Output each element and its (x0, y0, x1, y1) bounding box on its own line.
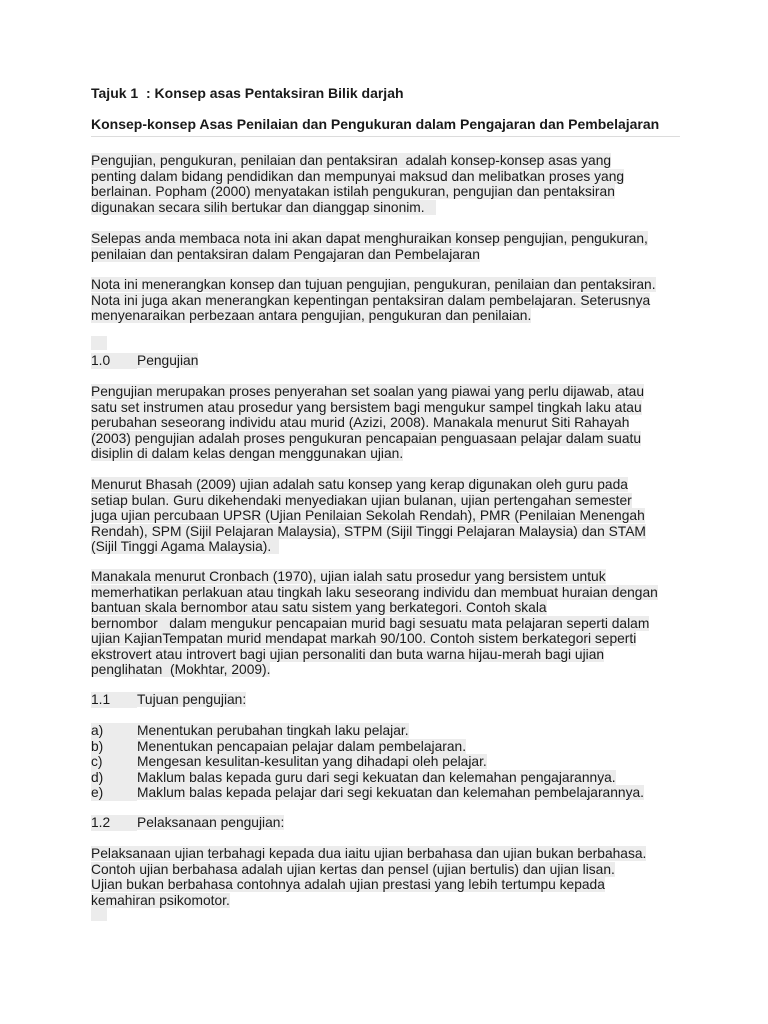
list-item: a) Menentukan perubahan tingkah laku pelajar. (91, 723, 409, 738)
document-subtitle: Konsep-konsep Asas Penilaian dan Pengukuran dalam Pengajaran dan Pembelajaran (91, 115, 680, 137)
list-item: c) Mengesan kesulitan-kesulitan yang dihadapi oleh pelajar. (91, 754, 487, 769)
text-line: penilaian dan pentaksiran dalam Pengajaran dan Pembelajaran (91, 246, 480, 262)
text-line: Menurut Bhasah (2009) ujian adalah satu konsep yang kerap digunakan oleh guru pada (91, 477, 628, 492)
text-line: (2003) pengujian adalah proses pengukuran pencapaian penguasaan pelajar dalam suatu (91, 430, 641, 446)
section-heading-1-0 (91, 353, 691, 369)
text-line: perubahan seseorang individu atau murid (Azizi, 2008). Manakala menurut Siti Rahayah (91, 415, 630, 430)
text-line: setiap bulan. Guru dikehendaki menyediakan ujian bulanan, ujian pertengahan semester (91, 492, 632, 508)
text-line: digunakan secara silih bertukar dan dianggap sinonim. (91, 199, 437, 215)
text-line: kemahiran psikomotor. (91, 892, 230, 908)
section-label: Pelaksanaan pengujian: (137, 815, 285, 830)
section-number: 1.0 (91, 353, 137, 369)
list-item: d) Maklum balas kepada guru dari segi kekuatan dan kelemahan pengajarannya. (91, 769, 616, 785)
text-line: Pelaksanaan ujian terbahagi kepada dua iaitu ujian berbahasa dan ujian bukan berbahasa. (91, 846, 647, 861)
text-line: Contoh ujian berbahasa adalah ujian kertas dan pensel (ujian bertulis) dan ujian lisan. (91, 861, 615, 877)
list-item: b) Menentukan pencapaian pelajar dalam pembelajaran. (91, 738, 467, 754)
paragraph-pelaksanaan (91, 846, 691, 908)
text-line: ekstrovert atau introvert bagi ujian personaliti dan buta warna hijau-merah bagi ujian (91, 646, 605, 662)
text-line: penglihatan (Mokhtar, 2009). (91, 662, 271, 677)
section-heading-1-2 (91, 815, 691, 831)
text-line: Pengujian merupakan proses penyerahan set soalan yang piawai yang perlu dijawab, atau (91, 384, 645, 399)
text-line: Rendah), SPM (Sijil Pelajaran Malaysia), STPM (Sijil Tinggi Pelajaran Malaysia) dan STAM (91, 523, 646, 539)
blank-highlight (91, 336, 107, 350)
paragraph-intro (91, 153, 691, 215)
list-item: e) Maklum balas kepada pelajar dari segi kekuatan dan kelemahan pembelajarannya. (91, 785, 644, 800)
text-line: Manakala menurut Cronbach (1970), ujian ialah satu prosedur yang bersistem untuk (91, 569, 606, 584)
text-line: bantuan skala bernombor atau satu sistem yang berkategori. Contoh skala (91, 600, 547, 615)
text-line: Selepas anda membaca nota ini akan dapat menghuraikan konsep pengujian, pengukuran, (91, 231, 648, 246)
text-line: satu set instrumen atau prosedur yang bersistem bagi mengukur sampel tingkah laku atau (91, 399, 642, 415)
section-number: 1.2 (91, 815, 137, 831)
document-title: Tajuk 1 : Konsep asas Pentaksiran Bilik darjah (91, 85, 404, 101)
text-line: berlainan. Popham (2000) menyatakan istilah pengukuran, pengujian dan pentaksiran (91, 184, 615, 199)
text-line: (Sijil Tinggi Agama Malaysia). (91, 539, 279, 554)
section-number: 1.1 (91, 692, 137, 708)
section-label: Tujuan pengujian: (137, 692, 247, 707)
text-line: Nota ini juga akan menerangkan kepentingan pentaksiran dalam pembelajaran. Seterusnya (91, 292, 651, 308)
text-line: disiplin di dalam kelas dengan menggunakan ujian. (91, 446, 404, 461)
text-line: Nota ini menerangkan konsep dan tujuan pengujian, pengukuran, penilaian dan pentaksiran. (91, 277, 656, 292)
blank-highlight (91, 907, 107, 921)
text-line: Ujian bukan berbahasa contohnya adalah ujian prestasi yang lebih tertumpu kepada (91, 877, 605, 892)
text-line: bernombor dalam mengukur pencapaian murid bagi sesuatu mata pelajaran seperti dalam (91, 615, 650, 631)
text-line: memerhatikan perlakuan atau tingkah laku seseorang individu dan membuat huraian dengan (91, 584, 658, 600)
text-line: penting dalam bidang pendidikan dan mempunyai maksud dan melibatkan proses yang (91, 168, 625, 184)
paragraph-overview (91, 277, 691, 324)
section-label: Pengujian (137, 353, 199, 368)
list-tujuan-pengujian (91, 723, 691, 801)
text-line: juga ujian percubaan UPSR (Ujian Penilaian Sekolah Rendah), PMR (Penilaian Menengah (91, 508, 645, 523)
section-heading-1-1 (91, 692, 691, 708)
text-line: menyenaraikan perbezaan antara pengujian, pengukuran dan penilaian. (91, 308, 532, 323)
paragraph-cronbach (91, 569, 691, 678)
text-line: ujian KajianTempatan murid mendapat markah 90/100. Contoh sistem berkategori seperti (91, 631, 637, 646)
paragraph-objectives (91, 231, 691, 262)
text-line: Pengujian, pengukuran, penilaian dan pentaksiran adalah konsep-konsep asas yang (91, 153, 612, 168)
paragraph-pengujian-definition (91, 384, 691, 462)
paragraph-bhasah (91, 477, 691, 555)
